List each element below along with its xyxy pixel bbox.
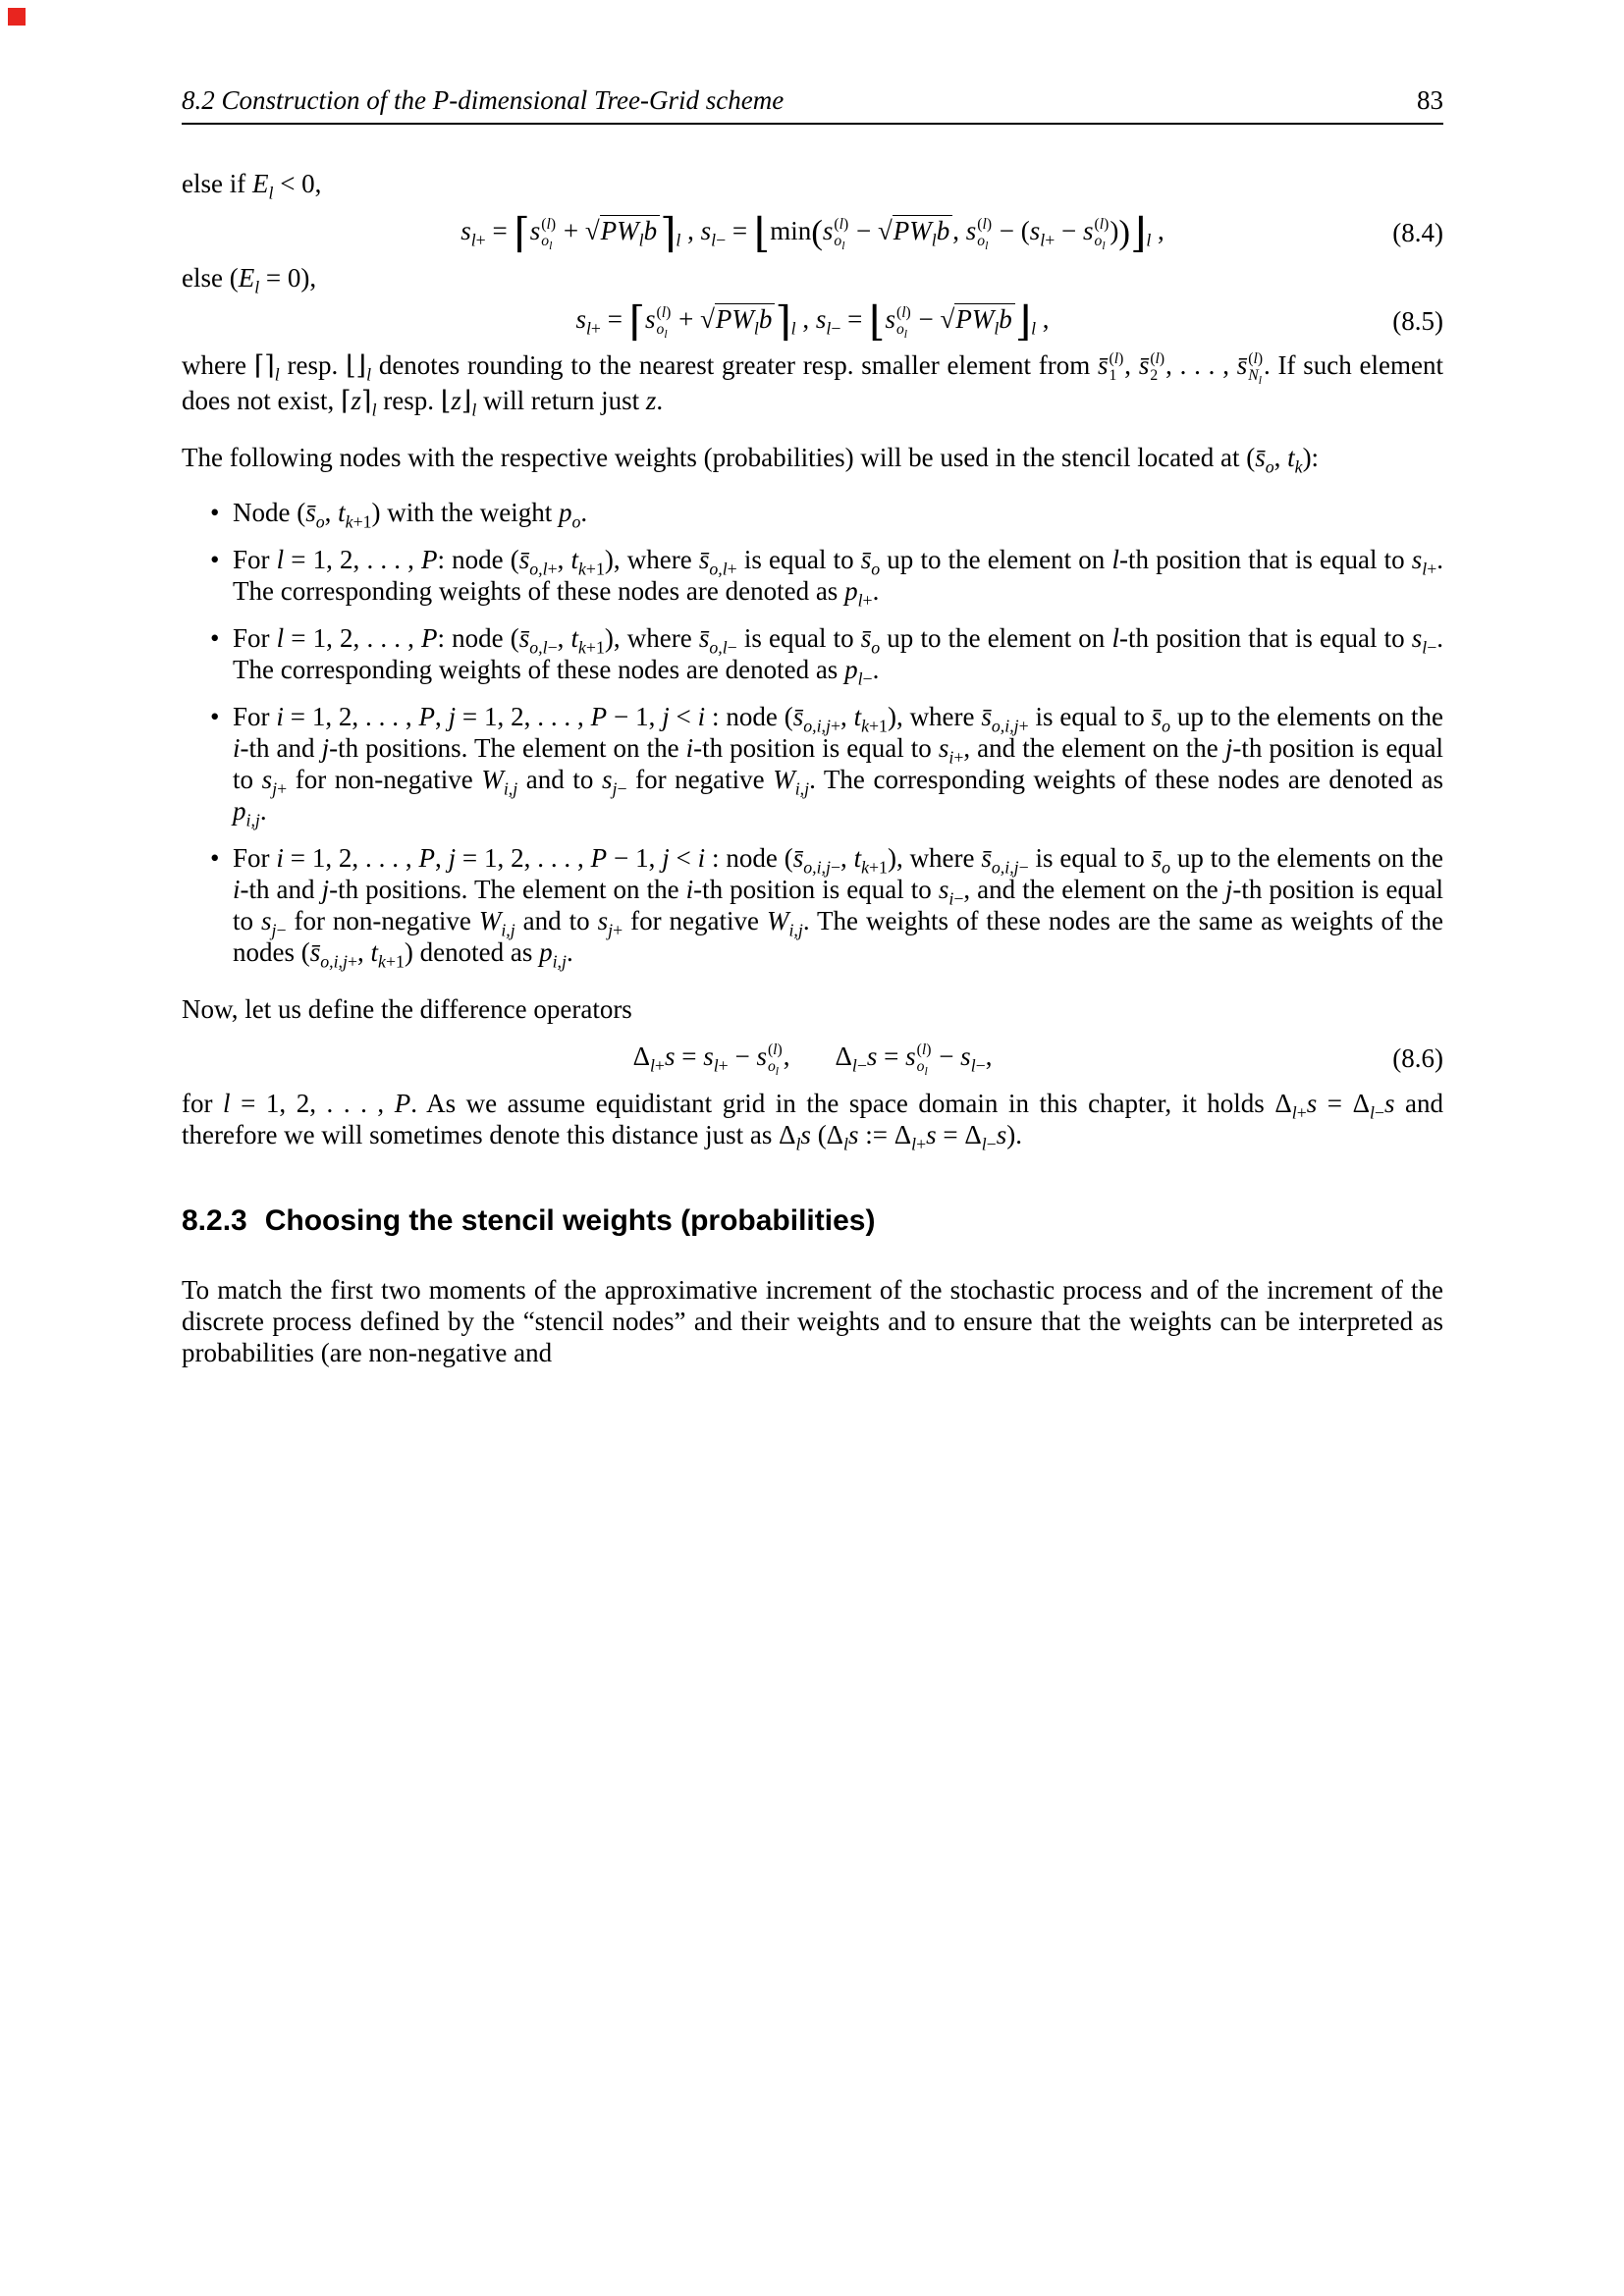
paragraph-moment-matching: To match the first two moments of the approximative increment of the stochastic process and of the increment of the discrete process defined by the “stencil nodes” and their weights and to ensure that the weights can be interpreted as probabilities (are non-negative and	[182, 1274, 1443, 1367]
section-heading	[182, 1203, 1443, 1239]
equation-8-4	[182, 211, 1443, 257]
equation-8-4-number: (8.4)	[1392, 217, 1443, 247]
running-header-title: 8.2 Construction of the P-dimensional Tree-Grid scheme	[182, 85, 785, 115]
paragraph-rounding-definition: where $⌈⌉_l$ resp. $⌊⌋_l$ denotes rounding to the nearest greater resp. smaller element from s̄ (l) 1 , s̄ (l) 2 , . . . , s̄ (l) $N_l$ . If such element does not exist, $⌈z⌉_l$ resp. $⌊z⌋_l$ will return just z.	[182, 350, 1444, 420]
page-number: 83	[1417, 85, 1443, 115]
stencil-node-list	[182, 497, 1444, 972]
running-header	[182, 84, 1443, 116]
list-item-node-l-plus: • For l = 1, 2, . . . , P: node ($s̄_{o,l+}$, $t_{k+1}$), where $s̄_{o,l+}$ is equal to $s̄_o$ up to the element on l-th position that is equal to $s_{l+}$. The corresponding weights of these nodes are denoted as $p_{l+}$.	[182, 544, 1443, 607]
paragraph-stencil-nodes-intro: The following nodes with the respective weights (probabilities) will be used in the stencil located at ($s̄_o$, $t_k$):	[182, 443, 1320, 477]
paragraph-else-if-negative: else if $E_l < 0$,	[182, 169, 322, 203]
text-column	[182, 84, 1443, 1368]
paragraph-else-zero: else $(E_l = 0)$,	[182, 262, 317, 297]
equation-8-6	[182, 1041, 1443, 1079]
section-number: 8.2.3	[182, 1203, 247, 1237]
header-rule	[182, 123, 1443, 125]
equation-8-5-number: (8.5)	[1392, 305, 1443, 336]
equation-8-4-body: $s_{l+}$ = ⌈s (l) $o_l$ + $√PW_lb⌉_l$ , $s_{l-}$ = ⌊min(s (l) $o_l$ − $√PW_lb$ , s (l) $o_l$ − ($s_{l+} - s$ (l) $o_l$ ))$⌋_l$ ,	[460, 211, 1164, 257]
paragraph-equidistant-grid: for l = 1, 2, . . . , P. As we assume equidistant grid in the space domain in this chapter, it holds $\Delta_{l+}s = \Delta_{l-}s$ and therefore we will sometimes denote this distance just as $\Delta_ls$ ($\Delta_ls$ := $\Delta_{l+}s = \Delta_{l-}s$).	[182, 1088, 1444, 1154]
paragraph-difference-operators-intro: Now, let us define the difference operators	[182, 994, 632, 1025]
list-item-node-ij-minus: • For i = 1, 2, . . . , P, j = 1, 2, . . . , P − 1, j < i : node ($s̄_{o,i,j-}$, $t_{k+1}$), where $s̄_{o,i,j-}$ is equal to $s̄_o$ up to the elements on the i-th and j-th positions. The element on the i-th position is equal to $s_{i-}$, and the element on the j-th position is equal to $s_{j-}$ for non-negative $W_{i,j}$ and to $s_{j+}$ for negative $W_{i,j}$. The weights of these nodes are the same as weights of the nodes ($s̄_{o,i,j+}$, $t_{k+1}$) denoted as $p_{i,j}$.	[182, 842, 1443, 968]
equation-8-6-body: $\Delta_{l+}s = s_{l+} - s$ (l) $o_l$ , $\Delta_{l-}s = s$ (l) $o_l$ − $s_{l-}$,	[632, 1041, 993, 1079]
corner-marker	[8, 8, 26, 26]
list-item-node-l-minus: • For l = 1, 2, . . . , P: node ($s̄_{o,l-}$, $t_{k+1}$), where $s̄_{o,l-}$ is equal to $s̄_o$ up to the element on l-th position that is equal to $s_{l-}$. The corresponding weights of these nodes are denoted as $p_{l-}$.	[182, 622, 1443, 685]
equation-8-5-body: $s_{l+}$ = ⌈s (l) $o_l$ + $√PW_lb⌉_l$ , $s_{l-}$ = ⌊s (l) $o_l$ − $√PW_lb⌋_l$ ,	[575, 299, 1050, 346]
section-title: Choosing the stencil weights (probabilities)	[264, 1203, 876, 1237]
equation-8-5	[182, 299, 1443, 346]
list-item-node-center: • Node ($s̄_o$, $t_{k+1}$) with the weight $p_o$.	[182, 497, 1443, 528]
equation-8-6-number: (8.6)	[1392, 1042, 1443, 1073]
list-item-node-ij-plus: • For i = 1, 2, . . . , P, j = 1, 2, . . . , P − 1, j < i : node ($s̄_{o,i,j+}$, $t_{k+1}$), where $s̄_{o,i,j+}$ is equal to $s̄_o$ up to the elements on the i-th and j-th positions. The element on the i-th position is equal to $s_{i+}$, and the element on the j-th position is equal to $s_{j+}$ for non-negative $W_{i,j}$ and to $s_{j-}$ for negative $W_{i,j}$. The corresponding weights of these nodes are denoted as $p_{i,j}$.	[182, 701, 1443, 827]
